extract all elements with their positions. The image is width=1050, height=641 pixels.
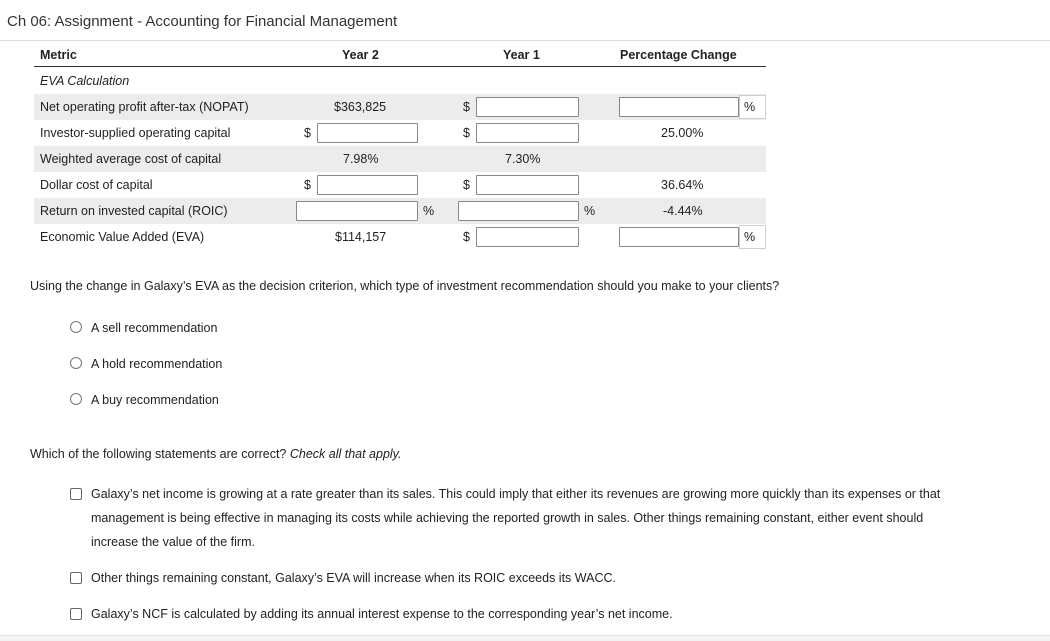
table-row-capital [34, 120, 766, 146]
table-row-section [34, 68, 766, 94]
eva-year1-input[interactable] [476, 227, 579, 247]
checkbox-label: Galaxy’s net income is growing at a rate greater than its sales. This could imply that either its revenues are growing more quickly than its expenses or that management is being effective in managing its costs while achieving the reported growth in sales. Other things remaining constant, either event should increase the value of the firm. [91, 487, 941, 549]
section-label: EVA Calculation [40, 74, 130, 88]
percent-sign: % [744, 230, 756, 244]
eva-year2-value: $114,157 [335, 230, 387, 244]
radio-button[interactable] [70, 393, 82, 405]
question-recommendation: Using the change in Galaxy’s EVA as the decision criterion, which type of investment recommendation should you make to your clients? [30, 279, 780, 293]
percent-sign: % [744, 100, 756, 114]
col-header-metric: Metric [40, 48, 77, 62]
checkbox[interactable] [70, 488, 82, 500]
radio-label: A hold recommendation [91, 357, 223, 371]
percent-sign: % [584, 204, 596, 218]
eva-change-input[interactable] [619, 227, 739, 247]
dollar-sign: $ [304, 178, 311, 192]
table-row-eva [34, 224, 766, 250]
checkbox-label: Galaxy’s NCF is calculated by adding its annual interest expense to the corresponding year’s net income. [91, 607, 673, 621]
radio-label: A sell recommendation [91, 321, 218, 335]
assignment-header [0, 0, 1050, 41]
wacc-year1-value: 7.30% [505, 152, 541, 166]
row-label: Dollar cost of capital [40, 178, 153, 192]
percent-sign: % [423, 204, 435, 218]
row-label: Return on invested capital (ROIC) [40, 204, 228, 218]
question-text: Which of the following statements are correct? [30, 447, 290, 461]
table-row-nopat [34, 94, 766, 120]
wacc-year2-value: 7.98% [343, 152, 379, 166]
col-header-year1: Year 1 [503, 48, 540, 62]
col-header-change: Percentage Change [620, 48, 737, 62]
roic-change-value: -4.44% [663, 204, 703, 218]
row-label: Weighted average cost of capital [40, 152, 222, 166]
row-label: Net operating profit after-tax (NOPAT) [40, 100, 249, 114]
row-label: Economic Value Added (EVA) [40, 230, 205, 244]
nopat-year2-value: $363,825 [334, 100, 387, 114]
table-header-row [34, 45, 766, 67]
dollar-cost-year2-input[interactable] [317, 175, 418, 195]
assignment-title: Ch 06: Assignment - Accounting for Financial Management [7, 13, 398, 30]
dollar-sign: $ [463, 178, 470, 192]
dollar-sign: $ [463, 126, 470, 140]
roic-year1-input[interactable] [458, 201, 579, 221]
dollar-cost-change-value: 36.64% [661, 178, 704, 192]
dollar-sign: $ [304, 126, 311, 140]
nopat-year1-input[interactable] [476, 97, 579, 117]
checkbox-option-net-income[interactable] [70, 482, 950, 554]
table-row-roic [34, 198, 766, 224]
table-row-dollar-cost [34, 172, 766, 198]
roic-year2-input[interactable] [296, 201, 418, 221]
row-label: Investor-supplied operating capital [40, 126, 231, 140]
checkbox[interactable] [70, 572, 82, 584]
question-statements [30, 447, 401, 461]
radio-button[interactable] [70, 357, 82, 369]
nopat-change-input[interactable] [619, 97, 739, 117]
capital-year1-input[interactable] [476, 123, 579, 143]
checkbox-option-eva-roic[interactable] [70, 571, 950, 587]
dollar-sign: $ [463, 100, 470, 114]
checkbox-label: Other things remaining constant, Galaxy’s EVA will increase when its ROIC exceeds its WACC. [91, 571, 616, 585]
table-row-wacc [34, 146, 766, 172]
radio-button[interactable] [70, 321, 82, 333]
dollar-sign: $ [463, 230, 470, 244]
capital-change-value: 25.00% [661, 126, 704, 140]
radio-label: A buy recommendation [91, 393, 219, 407]
checkbox-option-ncf[interactable] [70, 607, 950, 623]
capital-year2-input[interactable] [317, 123, 418, 143]
col-header-year2: Year 2 [342, 48, 379, 62]
dollar-cost-year1-input[interactable] [476, 175, 579, 195]
question-hint: Check all that apply. [289, 447, 402, 461]
bottom-edge [0, 635, 1050, 641]
checkbox[interactable] [70, 608, 82, 620]
